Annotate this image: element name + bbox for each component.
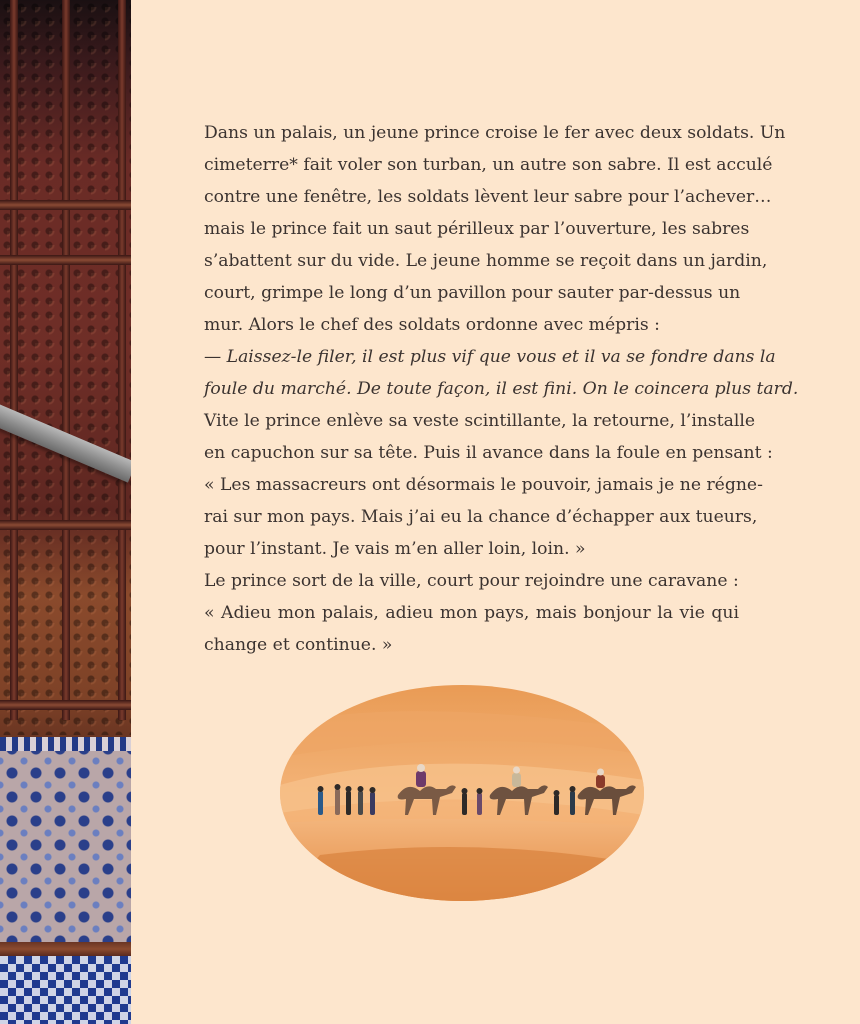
tile-border: [0, 737, 131, 751]
wood-beam: [0, 520, 131, 530]
story-line: mur. Alors le chef des soldats ordonne avec mépris :: [204, 315, 660, 335]
story-line: « Adieu mon palais, adieu mon pays, mais bonjour la vie qui: [204, 603, 739, 623]
story-line: pour l’instant. Je vais m’en aller loin, loin. »: [204, 539, 586, 559]
dialogue-line: foule du marché. De toute façon, il est fini. On le coincera plus tard.: [204, 379, 799, 399]
story-line: s’abattent sur du vide. Le jeune homme se reçoit dans un jardin,: [204, 251, 768, 271]
floor-trim: [0, 942, 131, 956]
wood-beam: [0, 700, 131, 710]
dialogue-line: — Laissez-le filer, il est plus vif que vous et il va se fondre dans la: [204, 347, 776, 367]
story-line: contre une fenêtre, les soldats lèvent leur sabre pour l’achever…: [204, 187, 772, 207]
palace-decor-strip: [0, 0, 131, 1024]
story-line: Vite le prince enlève sa veste scintillante, la retourne, l’installe: [204, 411, 756, 431]
story-line: en capuchon sur sa tête. Puis il avance dans la foule en pensant :: [204, 443, 773, 463]
wood-pillar: [62, 0, 70, 720]
story-text: [204, 117, 799, 661]
wood-beam: [0, 200, 131, 210]
wood-pillar: [10, 0, 18, 720]
wood-beam: [0, 255, 131, 265]
story-line: Dans un palais, un jeune prince croise le fer avec deux soldats. Un: [204, 123, 786, 143]
story-line: mais le prince fait un saut périlleux par l’ouverture, les sabres: [204, 219, 750, 239]
story-line: « Les massacreurs ont désormais le pouvoir, jamais je ne régne-: [204, 475, 763, 495]
blue-tile-wall: [0, 737, 131, 942]
story-line: change et continue. »: [204, 635, 393, 655]
tiled-floor: [0, 956, 131, 1024]
wood-pillar: [118, 0, 126, 720]
story-line: rai sur mon pays. Mais j’ai eu la chance d’échapper aux tueurs,: [204, 507, 758, 527]
desert-caravan-illustration: [280, 685, 644, 901]
story-line: court, grimpe le long d’un pavillon pour sauter par-dessus un: [204, 283, 741, 303]
story-line: cimeterre* fait voler son turban, un autre son sabre. Il est acculé: [204, 155, 773, 175]
story-line: Le prince sort de la ville, court pour rejoindre une caravane :: [204, 571, 739, 591]
